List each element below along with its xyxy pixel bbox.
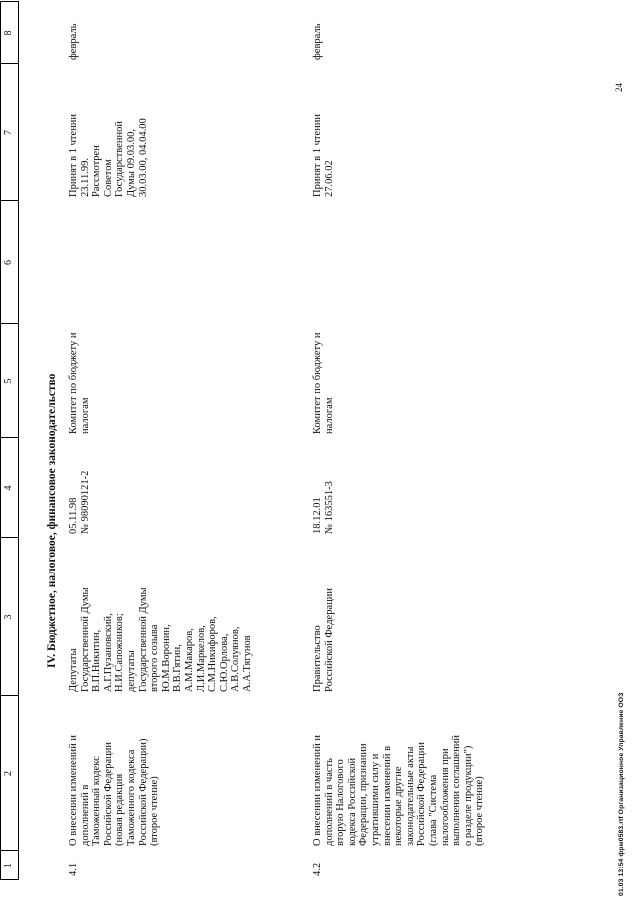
column-number: 6: [3, 260, 14, 265]
bill-status: Принят в 1 чтении 23.11.99. Рассмотрен Советом Государственной Думы 09.03.00, 30.03.00, 04.04.00: [68, 114, 149, 197]
bill-status: Принят в 1 чтении 27.06.02: [312, 114, 335, 197]
column-number: 5: [3, 378, 14, 384]
bill-title: О внесении изменений и дополнений в часть вторую Налогового кодекса Российской Федерации, признании утратившими силу и внесении изменений в некоторые другие законодательные акты Российской Федерации (глава "Система налогообложения при выполнении соглашений о разделе продукции") (второе чтение): [312, 735, 486, 846]
bill-title: О внесении изменений и дополнений в Таможенный кодекс Российской Федерации (новая редакция Таможенного кодекса Российской Федерации) (второе чтение): [68, 735, 161, 846]
column-number: 8: [3, 30, 14, 36]
bill-authors: Депутаты Государственной Думы В.П.Никитин, А.Г.Пузановский, Н.И.Сапожников; депутаты Государственной Думы второго созыва Ю.М.Воронин, В.В.Гятин, А.М.Макаров, Л.И.Маркелов, С.М.Никифоров, С.Ю.Орлова, А.В.Солуянов, А.А.Тягунов: [68, 587, 253, 692]
bill-date-number: 18.12.01 № 163551-3: [312, 481, 335, 534]
bill-month: февраль: [312, 23, 323, 60]
column-number: 1: [3, 863, 14, 868]
section-title: IV. Бюджетное, налоговое, финансовое законодательство: [46, 373, 58, 668]
bill-month: февраль: [68, 23, 79, 60]
bill-committee: Комитет по бюджету и налогам: [312, 332, 335, 434]
bill-authors: Правительство Российской Федерации: [312, 588, 335, 692]
document-footer: 01.03 13:54 фрм0583.rtf Организационное Управление ООЗ: [618, 692, 625, 896]
column-number: 2: [3, 771, 14, 776]
bill-date-number: 05.11.98 № 98090121-2: [68, 470, 91, 534]
page-number: 24: [614, 83, 624, 92]
row-number: 4.1: [68, 862, 79, 876]
column-number: 4: [3, 485, 14, 491]
header-bottom-line: [18, 2, 19, 880]
row-number: 4.2: [312, 862, 323, 876]
column-number: 3: [3, 614, 14, 620]
column-number: 7: [3, 130, 14, 135]
bill-committee: Комитет по бюджету и налогам: [68, 332, 91, 434]
